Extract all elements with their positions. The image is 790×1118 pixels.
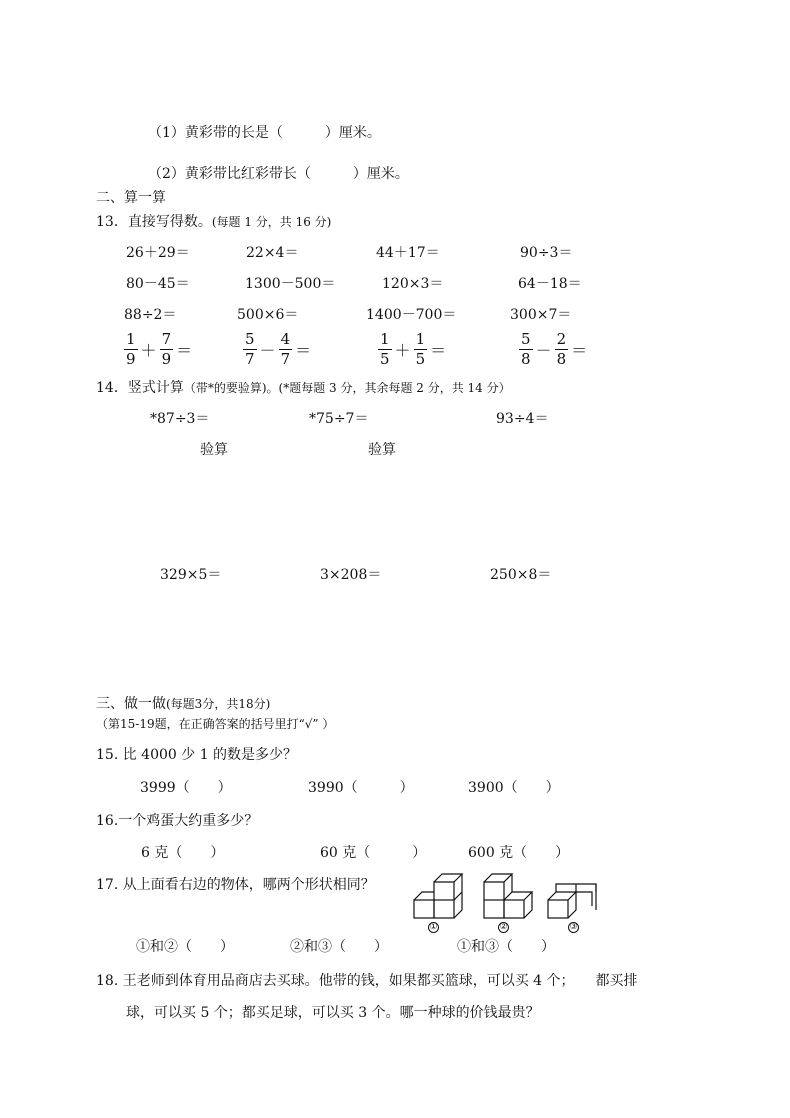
q13-title — [96, 215, 331, 229]
section3-instruction: （第15-19题，在正确答案的括号里打“√” ） — [96, 717, 335, 731]
denominator: 8 — [556, 350, 567, 368]
fraction — [160, 332, 174, 367]
q15-option-3: 3900（ ） — [468, 780, 560, 796]
denominator: 9 — [161, 350, 172, 368]
q16-option-2: 60 克（ ） — [320, 845, 427, 861]
q14-r2-c2: 3×208＝ — [320, 567, 382, 583]
fraction — [519, 332, 533, 367]
cube-figure-2 — [482, 870, 534, 922]
q14-check-label-2: 验算 — [368, 442, 396, 458]
q14-check-label-1: 验算 — [200, 442, 228, 458]
q14-r1-c3: 93÷4＝ — [496, 411, 549, 427]
numerator: 1 — [380, 330, 390, 348]
q14-r2-c1: 329×5＝ — [160, 567, 222, 583]
q16-option-1: 6 克（ ） — [141, 845, 225, 861]
equals-sign: ＝ — [176, 341, 193, 360]
q14-note: （带*的要验算)。(*题每题 3 分，其余每题 2 分，共 14 分） — [183, 381, 511, 395]
section3-note: (每题3分，共18分) — [166, 697, 271, 711]
q13-r2-c3: 120×3＝ — [382, 276, 444, 292]
q14-title — [96, 381, 511, 395]
q13-r3-c3: 1400－700＝ — [366, 307, 457, 323]
q13-r2-c4: 64－18＝ — [518, 276, 582, 292]
q14-r1-c2: *75÷7＝ — [309, 411, 369, 427]
numerator: 5 — [521, 330, 531, 348]
operator: － — [535, 341, 552, 360]
operator: － — [259, 341, 276, 360]
numerator: 1 — [415, 330, 426, 348]
q13-r3-c1: 88÷2＝ — [124, 307, 177, 323]
q12-part2: （2）黄彩带比红彩带长（ ）厘米。 — [148, 166, 409, 182]
equals-sign: ＝ — [571, 341, 588, 360]
denominator: 8 — [521, 350, 531, 368]
operator: ＋ — [394, 341, 411, 360]
section-title-3 — [96, 697, 270, 711]
cube-figure-3 — [546, 882, 602, 926]
q13-r2-c2: 1300－500＝ — [245, 276, 336, 292]
numerator: 7 — [161, 330, 172, 348]
numerator: 4 — [280, 330, 291, 348]
q13-r3-c4: 300×7＝ — [510, 307, 572, 323]
q13-r3-c2: 500×6＝ — [237, 307, 299, 323]
fraction — [279, 332, 293, 367]
q15-option-1: 3999（ ） — [140, 780, 232, 796]
q13-fraction-3 — [378, 332, 446, 367]
denominator: 9 — [126, 350, 136, 368]
q13-fraction-2 — [243, 332, 311, 367]
denominator: 5 — [415, 350, 426, 368]
fraction — [378, 332, 392, 367]
denominator: 7 — [245, 350, 255, 368]
denominator: 5 — [380, 350, 390, 368]
section3-title-text: 三、做一做 — [96, 696, 166, 712]
q14-r2-c3: 250×8＝ — [490, 567, 552, 583]
q15-question: 15. 比 4000 少 1 的数是多少？ — [96, 747, 298, 763]
numerator: 2 — [556, 330, 567, 348]
q13-note: (每题 1 分，共 16 分) — [211, 215, 332, 229]
q13-fraction-1 — [124, 332, 192, 367]
q13-r2-c1: 80－45＝ — [126, 276, 190, 292]
q13-r1-c3: 44＋17＝ — [376, 245, 440, 261]
q14-r1-c1: *87÷3＝ — [150, 411, 210, 427]
q18-line-2: 球，可以买 5 个；都买足球，可以买 3 个。哪一种球的价钱最贵？ — [126, 1005, 540, 1021]
figure-label-1: ① — [429, 922, 438, 932]
q17-option-3: ①和③（ ） — [457, 939, 555, 955]
fraction — [414, 332, 428, 367]
q13-r1-c2: 22×4＝ — [246, 245, 299, 261]
q12-part1: （1）黄彩带的长是（ ）厘米。 — [148, 125, 381, 141]
q13-r1-c4: 90÷3＝ — [520, 245, 573, 261]
figure-label-3: ③ — [569, 922, 578, 932]
q15-option-2: 3990（ ） — [308, 780, 414, 796]
section-title-2: 二、算一算 — [96, 190, 166, 206]
q18-line-1: 18. 王老师到体育用品商店去买球。他带的钱，如果都买篮球，可以买 4 个； 都买排 — [96, 973, 638, 989]
numerator: 5 — [245, 330, 255, 348]
denominator: 7 — [280, 350, 291, 368]
figure-label-2: ② — [499, 922, 508, 932]
q13-r1-c1: 26＋29＝ — [126, 245, 190, 261]
equals-sign: ＝ — [430, 341, 447, 360]
q17-option-1: ①和②（ ） — [136, 939, 234, 955]
fraction — [243, 332, 257, 367]
equals-sign: ＝ — [295, 341, 312, 360]
numerator: 1 — [126, 330, 136, 348]
q13-fraction-4 — [519, 332, 587, 367]
cube-figure-1 — [412, 870, 468, 922]
q14-title-text: 14．竖式计算 — [96, 380, 184, 396]
q16-question: 16.一个鸡蛋大约重多少？ — [96, 813, 259, 829]
fraction — [124, 332, 138, 367]
q13-title-text: 13．直接写得数。 — [96, 214, 212, 230]
operator: ＋ — [140, 341, 157, 360]
fraction — [555, 332, 569, 367]
q17-question: 17. 从上面看右边的物体，哪两个形状相同？ — [96, 877, 375, 893]
q17-option-2: ②和③（ ） — [290, 939, 388, 955]
q16-option-3: 600 克（ ） — [468, 845, 570, 861]
